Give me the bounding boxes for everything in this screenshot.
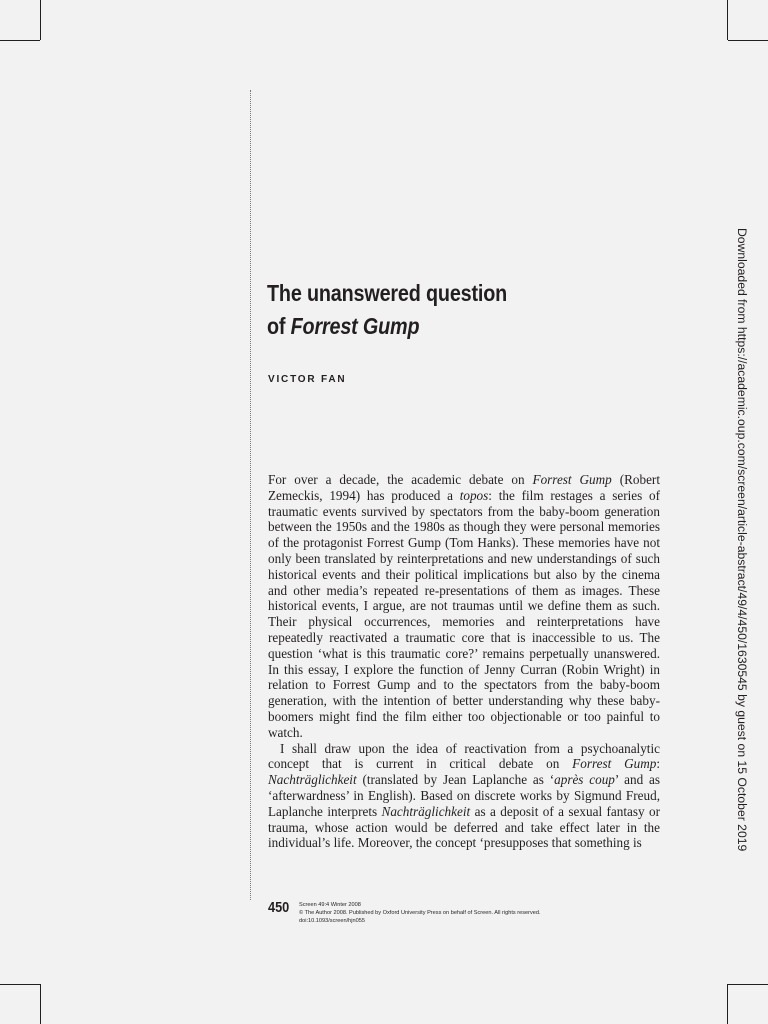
page-number: 450 — [268, 899, 290, 916]
text-run: : the film restages a series of traumatic events survived by spectators from the baby-boom generation between the 1950s and the 1980s as though they were personal memories of the protagonist Forrest Gump (Tom Hanks). These memories have not only been translated by reinterpretations and new understandings of such historical events and their political implications but also by the cinema and other media’s repeated re-presentations of them as images. These historical events, I argue, are not traumas until we define them as such. Their physical occurrences, memories and reinterpretations have repeatedly reactivated a traumatic core that is inaccessible to us. The question ‘what is this traumatic core?’ remains perpetually unanswered. In this essay, I explore the function of Jenny Curran (Robin Wright) in relation to Forrest Gump and to the spectators from the baby-boom generation, with the intention of better understanding why these baby-boomers might find the film either too objectionable or too painful to watch. — [268, 487, 661, 740]
body-paragraph — [268, 741, 660, 852]
author-name: VICTOR FAN — [268, 374, 347, 385]
text-run: : — [656, 756, 660, 772]
text-run: (translated by Jean Laplanche as ‘ — [356, 772, 555, 788]
crop-mark-bottom-left-vertical — [40, 984, 41, 1024]
text-run: For over a decade, the academic debate on — [268, 472, 533, 487]
text-run: (Robert Zemeckis, 1994) has produced a — [268, 472, 660, 503]
italic-text-run: Nachträglichkeit — [268, 772, 357, 788]
italic-text-run: Forrest Gump — [572, 756, 657, 772]
doi-line: doi:10.1093/screen/hjn055 — [299, 918, 365, 924]
title-line-1: The unanswered question — [267, 280, 508, 306]
crop-mark-top-right-vertical — [727, 0, 728, 40]
crop-mark-top-left-horizontal — [0, 40, 40, 41]
article-title — [267, 277, 628, 343]
title-line-2-prefix: of — [267, 313, 291, 339]
article-body — [268, 472, 660, 851]
footer-citation — [299, 901, 541, 925]
italic-text-run: après coup — [554, 772, 615, 788]
dotted-margin-rule — [250, 90, 251, 900]
journal-line: Screen 49:4 Winter 2008 — [299, 902, 361, 908]
body-paragraph — [268, 472, 660, 741]
crop-mark-bottom-left-horizontal — [0, 984, 40, 985]
crop-mark-bottom-right-vertical — [727, 984, 728, 1024]
italic-text-run: Nachträglichkeit — [381, 803, 471, 819]
download-notice: Downloaded from https://academic.oup.com/screen/article-abstract/49/4/450/1630545 by guest on 15 October 2019 — [735, 228, 749, 852]
crop-mark-top-left-vertical — [40, 0, 41, 40]
title-line-2 — [267, 310, 628, 343]
italic-text-run: topos — [459, 487, 489, 503]
title-line-2-italic: Forrest Gump — [290, 313, 420, 339]
italic-text-run: Forrest Gump — [532, 472, 612, 487]
text-run: I shall draw upon the idea of reactivation from a psychoanalytic concept that is current in critical debate on — [268, 740, 660, 772]
text-run: as a deposit of a sexual fantasy or trauma, whose action would be deferred and take effect later in the individual’s life. Moreover, the concept ‘presupposes that something is — [268, 803, 661, 851]
text-run: ’ and as ‘afterwardness’ in English). Based on discrete works by Sigmund Freud, Laplanche interprets — [268, 772, 660, 819]
crop-mark-top-right-horizontal — [728, 40, 768, 41]
copyright-line: © The Author 2008. Published by Oxford University Press on behalf of Screen. All rights reserved. — [299, 910, 541, 916]
crop-mark-bottom-right-horizontal — [728, 984, 768, 985]
